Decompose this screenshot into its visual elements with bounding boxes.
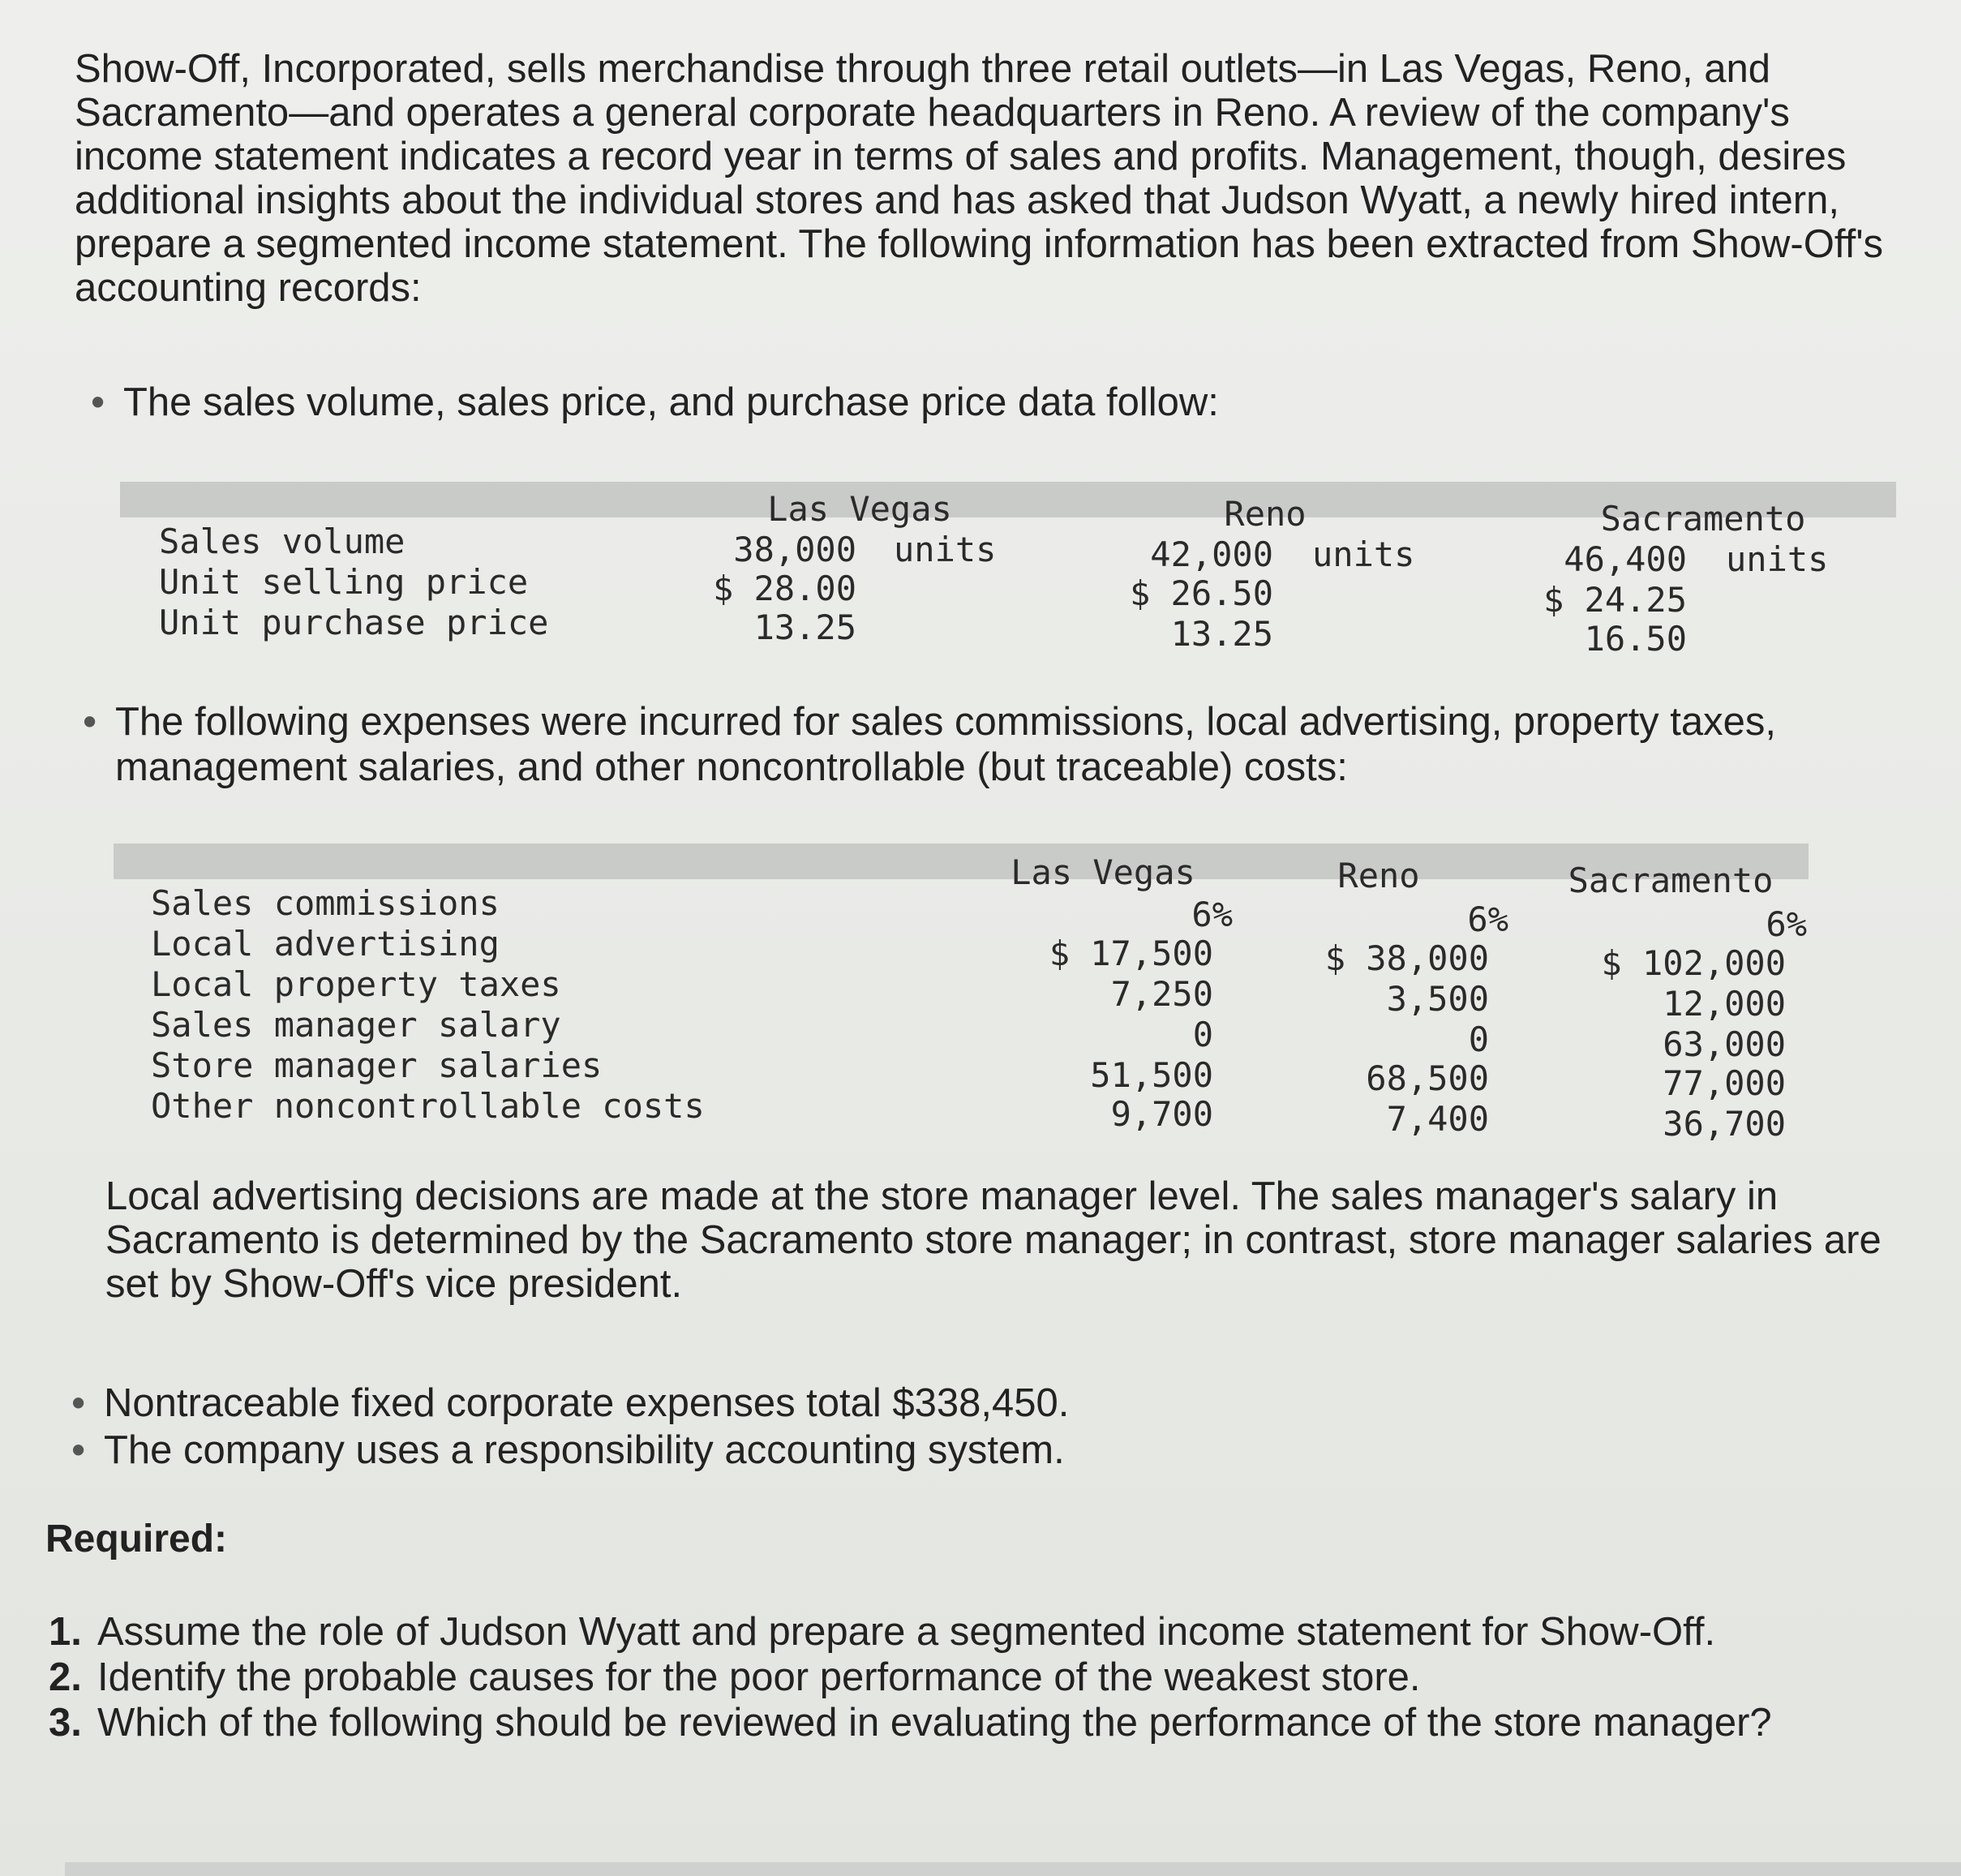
bullet-corporate-expenses (71, 1380, 1807, 1426)
sales-commissions-reno: 6% (1467, 899, 1508, 939)
bullet-responsibility-system-text: The company uses a responsibility accounting system. (104, 1428, 1065, 1472)
sales-row-label: Unit selling price (159, 562, 529, 602)
bullet-sales-data (91, 380, 1826, 425)
store-manager-salaries-reno: 68,500 (1366, 1058, 1489, 1098)
bullet-dot-icon: • (71, 1428, 86, 1472)
bullet-corporate-expenses-text: Nontraceable fixed corporate expenses total $338,450. (104, 1381, 1070, 1425)
sales-col-header-reno: Reno (1224, 494, 1307, 534)
responsibility-note: Local advertising decisions are made at the store manager level. The sales manager's salary in Sacramento is determined by the Sacramento store manager; in contrast, store manager salaries are set by Show-Off's vice president. (105, 1174, 1882, 1306)
expense-row-label: Other noncontrollable costs (151, 1086, 705, 1126)
sales-volume-sacramento: 46,400 (1564, 539, 1687, 579)
required-item-number: 2. (49, 1655, 82, 1699)
unit-purchase-price-sacramento: 16.50 (1584, 619, 1687, 659)
expense-row-label: Local property taxes (151, 964, 561, 1004)
unit-selling-price-sacramento: $ 24.25 (1543, 580, 1687, 620)
bullet-dot-icon: • (91, 380, 105, 424)
sales-col-header-sacramento: Sacramento (1600, 499, 1806, 539)
required-heading: Required: (45, 1518, 228, 1560)
required-item (49, 1609, 1833, 1655)
sales-row-label: Sales volume (159, 522, 406, 561)
other-noncontrollable-las-vegas: 9,700 (1110, 1094, 1213, 1134)
required-item-text: Identify the probable causes for the poor performance of the weakest store. (97, 1655, 1421, 1699)
unit-purchase-price-las-vegas: 13.25 (753, 607, 856, 647)
required-item-text: Which of the following should be reviewed in evaluating the performance of the store manager? (97, 1701, 1772, 1745)
required-list (49, 1609, 1833, 1745)
required-item-text: Assume the role of Judson Wyatt and prepare a segmented income statement for Show-Off. (97, 1610, 1716, 1654)
sales-volume-las-vegas: 38,000 (733, 530, 856, 569)
sales-col-header-las-vegas: Las Vegas (767, 489, 952, 529)
sales-manager-salary-sacramento: 63,000 (1663, 1024, 1786, 1064)
store-manager-salaries-las-vegas: 51,500 (1090, 1055, 1213, 1095)
other-noncontrollable-sacramento: 36,700 (1663, 1104, 1786, 1144)
sales-volume-unit: units (1312, 534, 1415, 574)
bullet-expenses-text: The following expenses were incurred for sales commissions, local advertising, property taxes, management salaries, and other noncontrollable (but traceable) costs: (115, 700, 1777, 789)
expense-row-label: Sales commissions (151, 883, 500, 923)
local-advertising-reno: $ 38,000 (1324, 938, 1489, 978)
local-advertising-sacramento: $ 102,000 (1601, 943, 1786, 983)
expense-col-header-reno: Reno (1337, 856, 1420, 895)
unit-selling-price-las-vegas: $ 28.00 (712, 569, 856, 608)
sales-commissions-las-vegas: 6% (1191, 895, 1233, 934)
sales-commissions-sacramento: 6% (1766, 904, 1807, 944)
expense-col-header-las-vegas: Las Vegas (1011, 852, 1195, 892)
expense-row-label: Local advertising (151, 924, 500, 964)
bullet-responsibility-system (71, 1427, 1807, 1473)
intro-paragraph: Show-Off, Incorporated, sells merchandise through three retail outlets—in Las Vegas, Reno, and Sacramento—and operates a general corporate headquarters in Reno. A review of the company's income statement indicates a record year in terms of sales and profits. Management, though, desires additional insights about the individual stores and has asked that Judson Wyatt, a newly hired intern, prepare a segmented income statement. The following information has been extracted from Show-Off's accounting records: (75, 47, 1884, 310)
bullet-dot-icon: • (83, 700, 97, 744)
bottom-divider (65, 1862, 1961, 1876)
local-advertising-las-vegas: $ 17,500 (1049, 934, 1213, 973)
sales-volume-unit: units (894, 530, 997, 569)
bullet-expenses (83, 699, 1891, 790)
sales-row-label: Unit purchase price (159, 603, 549, 642)
local-property-taxes-sacramento: 12,000 (1663, 984, 1786, 1024)
required-item (49, 1700, 1833, 1745)
unit-selling-price-reno: $ 26.50 (1129, 573, 1273, 613)
sales-manager-salary-las-vegas: 0 (1192, 1015, 1213, 1054)
sales-volume-reno: 42,000 (1150, 534, 1273, 574)
other-noncontrollable-reno: 7,400 (1386, 1099, 1489, 1139)
expense-row-label: Store manager salaries (151, 1045, 603, 1085)
required-item-number: 3. (49, 1701, 82, 1745)
bullet-dot-icon: • (71, 1381, 86, 1425)
expense-row-label: Sales manager salary (151, 1005, 561, 1045)
local-property-taxes-las-vegas: 7,250 (1110, 974, 1213, 1014)
expense-col-header-sacramento: Sacramento (1568, 861, 1774, 900)
sales-manager-salary-reno: 0 (1468, 1020, 1489, 1059)
store-manager-salaries-sacramento: 77,000 (1663, 1063, 1786, 1103)
required-item (49, 1655, 1833, 1700)
sales-volume-unit: units (1726, 539, 1829, 579)
required-item-number: 1. (49, 1610, 82, 1654)
bullet-sales-data-text: The sales volume, sales price, and purchase price data follow: (123, 380, 1219, 424)
unit-purchase-price-reno: 13.25 (1170, 614, 1273, 654)
local-property-taxes-reno: 3,500 (1386, 979, 1489, 1019)
